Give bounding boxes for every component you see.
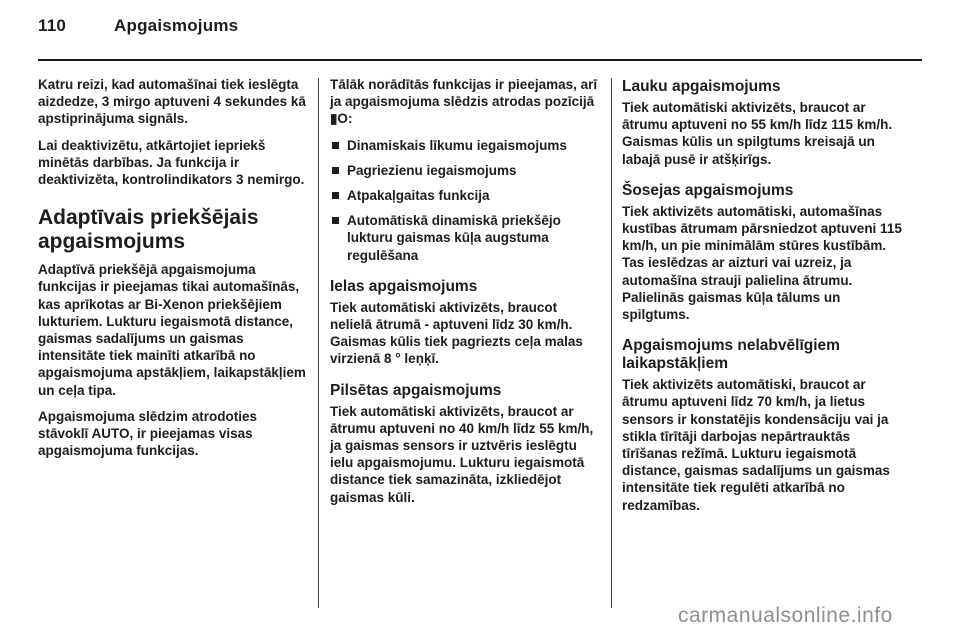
bullet-icon	[332, 142, 339, 149]
header-rule	[38, 59, 922, 61]
page-header	[38, 16, 238, 36]
chapter-title: Apgaismojums	[114, 16, 239, 35]
sub-heading-town-lighting: Pilsētas apgaismojums	[330, 381, 502, 399]
paragraph-functions-colon: :	[347, 111, 353, 127]
paragraph-confirmation-signal: Katru reizi, kad automašīnai tiek ieslēgta aizdedze, 3 mirgo aptuveni 4 sekundes kā apstiprinājuma signāls.	[38, 77, 306, 127]
paragraph-deactivate: Lai deaktivizētu, atkārtojiet iepriekš minētās darbības. Ja funkcija ir deaktivizēta, kontrolindikators 3 nemirgo.	[38, 137, 305, 188]
text-column-1	[38, 76, 306, 468]
sub-heading-adverse-weather-lighting: Apgaismojums nelabvēlīgiem laikapstākļiem	[622, 337, 840, 373]
paragraph-adaptive-description: Adaptīvā priekšējā apgaismojuma funkcijas ir pieejamas tikai automašīnās, kas aprīkotas ar Bi-Xenon priekšējiem lukturiem. Lukturu iegaismotā distance, gaismas sadalījums un gaismas intensitāte tiek mainīti atkarībā no apgaismojuma apstākļiem, laikapstākļiem un ceļa tipa.	[38, 262, 306, 398]
paragraph-adverse-weather-lighting: Tiek aktivizēts automātiski, braucot ar ātrumu aptuveni līdz 70 km/h, ja lietus sensors ir konstatējis kondensāciju vai ja stikla tīrītāji darbojas nepārtrauktās tīrīšanas režīmā. Lukturu iegaismotā distance, gaismas sadalījums un gaismas intensitāte tiek regulēti atkarībā no redzamības.	[622, 377, 890, 513]
paragraph-street-lighting: Tiek automātiski aktivizēts, braucot nelielā ātrumā - aptuveni līdz 30 km/h. Gaismas kūlis tiek pagriezts ceļa malas virzienā 8 ° leņķī.	[330, 299, 583, 367]
list-item	[330, 212, 602, 264]
list-item-label: Pagriezienu iegaismojums	[347, 162, 517, 178]
bullet-icon	[332, 192, 339, 199]
sub-heading-motorway-lighting: Šosejas apgaismojums	[622, 181, 794, 199]
column-divider	[611, 78, 612, 608]
list-item	[330, 187, 602, 204]
paragraph-country-lighting: Tiek automātiski aktivizēts, braucot ar ātrumu aptuveni no 55 km/h līdz 115 km/h. Gaismas kūlis un spilgtums kreisajā un labajā pusē ir atšķirīgs.	[622, 100, 893, 167]
paragraph-functions-text: Tālāk norādītās funkcijas ir pieejamas, arī ja apgaismojuma slēdzis atrodas pozīcijā	[330, 77, 598, 110]
column-divider	[318, 78, 319, 608]
functions-list	[330, 137, 602, 264]
page-number: 110	[38, 16, 67, 35]
list-item-label: Automātiskā dinamiskā priekšējo lukturu gaismas kūļa augstuma regulēšana	[347, 213, 561, 263]
watermark-text: carmanualsonline.info	[678, 604, 893, 627]
text-column-2	[330, 76, 602, 515]
paragraph-town-lighting: Tiek automātiski aktivizēts, braucot ar ātrumu aptuveni no 40 km/h līdz 55 km/h, ja gaismas sensors ir uztvēris ieslēgtu ielu apgaismojumu. Lukturu iegaismotā distance tiek samazināta, izkliedējot gaismas kūli.	[330, 403, 594, 505]
paragraph-motorway-lighting: Tiek aktivizēts automātiski, automašīnas kustības ātrumam pārsniedzot aptuveni 115 km/h, un pie minimālām stūres kustībām. Tas ieslēdzas ar aizturi vai uzreiz, ja automašīna strauji palielina ātrumu. Palielinās gaismas kūļa tālums un spilgtums.	[622, 203, 902, 323]
list-item-label: Dinamiskais līkumu iegaismojums	[347, 137, 567, 153]
paragraph-functions-available	[330, 76, 602, 128]
paragraph-auto-switch: Apgaismojuma slēdzim atrodoties stāvoklī AUTO, ir pieejamas visas apgaismojuma funkcijas.	[38, 408, 258, 459]
text-column-3	[622, 76, 908, 523]
list-item	[330, 162, 602, 179]
list-item	[330, 137, 602, 154]
bullet-icon	[332, 167, 339, 174]
list-item-label: Atpakaļgaitas funkcija	[347, 188, 490, 204]
sub-heading-country-lighting: Lauku apgaismojums	[622, 78, 781, 95]
bullet-icon	[332, 217, 339, 224]
section-heading-adaptive-forward-lighting: Adaptīvais priekšējais apgaismojums	[38, 206, 259, 254]
sub-heading-street-lighting: Ielas apgaismojums	[330, 277, 478, 295]
low-beam-symbol-icon: ▮O	[330, 111, 348, 127]
